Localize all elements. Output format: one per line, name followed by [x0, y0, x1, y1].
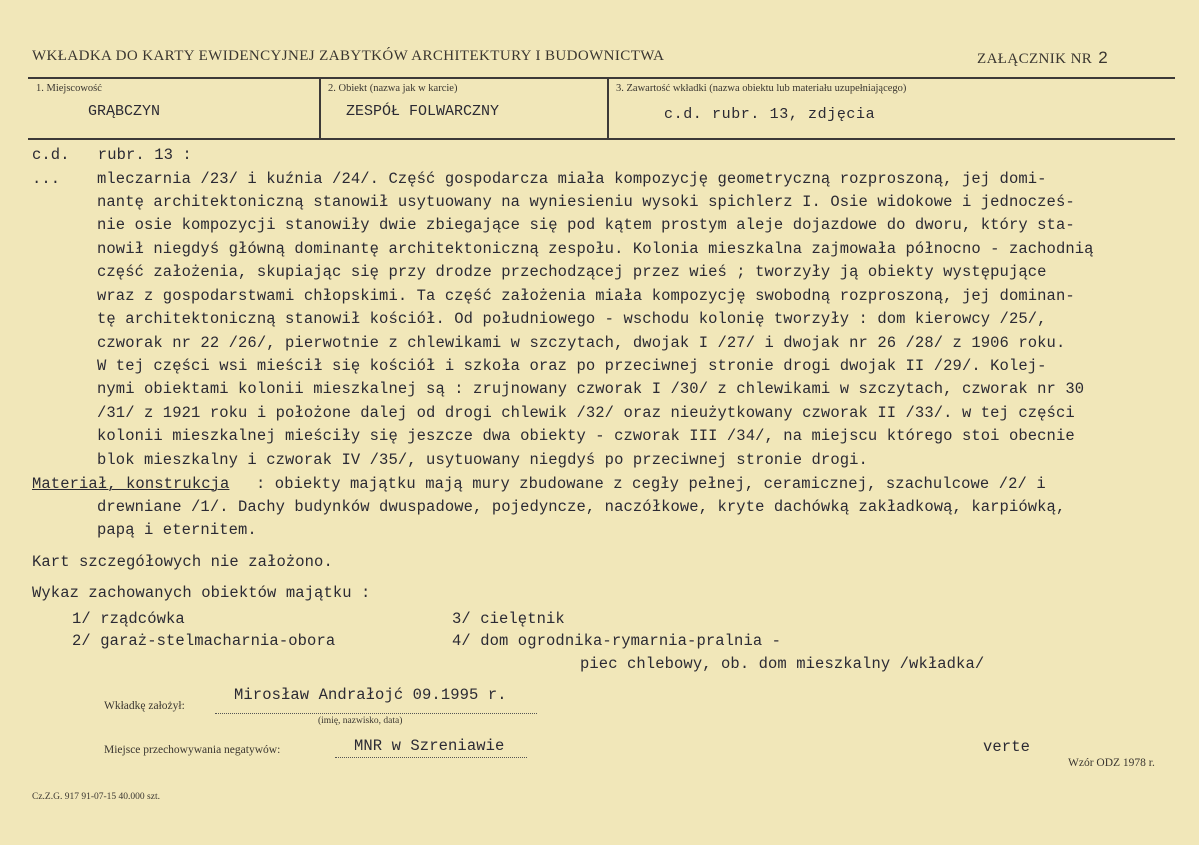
- page-title: WKŁADKA DO KARTY EWIDENCYJNEJ ZABYTKÓW ARCHITEKTURY I BUDOWNICTWA: [32, 48, 665, 64]
- body-line: wraz z gospodarstwami chłopskimi. Ta część założenia miała kompozycję swobodną rozproszoną, jej dominan-: [97, 287, 1075, 305]
- body-line: nantę architektoniczną stanowił usytuowany na wyniesieniu wysoki spichlerz I. Osie widokowe i jednocześ-: [97, 193, 1075, 211]
- annex-label: [977, 48, 1108, 68]
- author-hint: (imię, nazwisko, data): [318, 716, 403, 726]
- body-line: tę architektoniczną stanowił kościół. Od południowego - wschodu kolonię tworzyły : dom kierowcy /25/,: [97, 310, 1047, 328]
- kart-line: Kart szczegółowych nie założono.: [32, 553, 333, 571]
- storage-label: Miejsce przechowywania negatywów:: [104, 744, 281, 756]
- form-code: Wzór ODZ 1978 r.: [1068, 757, 1155, 769]
- material-line: : obiekty majątku mają mury zbudowane z cegły pełnej, ceramicznej, szachulcowe /2/ i: [256, 475, 1046, 493]
- list-item: 3/ cielętnik: [452, 610, 565, 628]
- body-line: nie osie kompozycji stanowiły dwie zbiegające się pod kątem prostym aleje dojazdowe do dworu, który sta-: [97, 216, 1075, 234]
- author-dotted-line: [215, 713, 537, 714]
- field-2-label: 2. Obiekt (nazwa jak w karcie): [328, 83, 458, 94]
- table-divider-1: [319, 77, 321, 139]
- field-3-value: c.d. rubr. 13, zdjęcia: [664, 106, 876, 123]
- material-line: drewniane /1/. Dachy budynków dwuspadowe, pojedyncze, naczółkowe, kryte dachówką zakładkową, karpiówką,: [97, 498, 1066, 516]
- body-line: nymi obiektami kolonii mieszkalnej są : zrujnowany czworak I /30/ z chlewikami w szczytach, czworak nr 30: [97, 380, 1085, 398]
- body-line: czworak nr 22 /26/, pierwotnie z chlewikami w szczytach, dwojak I /27/ i dwojak nr 26 /28/ z 1906 roku.: [97, 334, 1066, 352]
- storage-value: MNR w Szreniawie: [354, 737, 505, 755]
- verte-label: verte: [983, 738, 1031, 756]
- cd-heading: c.d. rubr. 13 :: [32, 146, 192, 164]
- annex-label-text: ZAŁĄCZNIK NR: [977, 51, 1093, 67]
- field-1-value: GRĄBCZYN: [88, 103, 161, 120]
- body-line: część założenia, skupiając się przy drodze przechodzącej przez wieś ; tworzyły ją obiekty występujące: [97, 263, 1047, 281]
- body-line: nowił niegdyś główną dominantę architektoniczną zespołu. Kolonia mieszkalna zajmowała północno - zachodnią: [97, 240, 1094, 258]
- material-line: papą i eternitem.: [97, 521, 257, 539]
- ellipsis-marker: ...: [32, 170, 61, 188]
- author-value: Mirosław Andrałojć 09.1995 r.: [234, 686, 507, 704]
- annex-number: 2: [1098, 48, 1109, 67]
- list-item: piec chlebowy, ob. dom mieszkalny /wkładka/: [580, 655, 985, 673]
- body-line: /31/ z 1921 roku i położone dalej od drogi chlewik /32/ oraz nieużytkowany czworak II /33/. w tej części: [97, 404, 1075, 422]
- author-label: Wkładkę założył:: [104, 700, 185, 712]
- field-2-value: ZESPÓŁ FOLWARCZNY: [346, 103, 500, 120]
- storage-dotted-line: [335, 757, 527, 758]
- print-code: Cz.Z.G. 917 91-07-15 40.000 szt.: [32, 792, 160, 802]
- body-line: kolonii mieszkalnej mieściły się jeszcze dwa obiekty - czworak III /34/, na miejscu którego stoi obecnie: [97, 427, 1075, 445]
- field-1-label: 1. Miejscowość: [36, 83, 102, 94]
- body-line: mleczarnia /23/ i kuźnia /24/. Część gospodarcza miała kompozycję geometryczną rozproszoną, jej domi-: [97, 170, 1047, 188]
- field-3-label: 3. Zawartość wkładki (nazwa obiektu lub materiału uzupełniającego): [616, 83, 907, 94]
- list-item: 2/ garaż-stelmacharnia-obora: [72, 632, 336, 650]
- wykaz-line: Wykaz zachowanych obiektów majątku :: [32, 584, 371, 602]
- table-divider-2: [607, 77, 609, 139]
- body-line: W tej części wsi mieścił się kościół i szkoła oraz po przeciwnej stronie drogi dwojak II /29/. Kolej-: [97, 357, 1047, 375]
- material-label: Materiał, konstrukcja: [32, 475, 230, 493]
- list-item: 4/ dom ogrodnika-rymarnia-pralnia -: [452, 632, 782, 650]
- body-line: blok mieszkalny i czworak IV /35/, usytuowany niegdyś po przeciwnej stronie drogi.: [97, 451, 868, 469]
- table-top-rule: [28, 77, 1175, 79]
- list-item: 1/ rządcówka: [72, 610, 185, 628]
- table-bottom-rule: [28, 138, 1175, 140]
